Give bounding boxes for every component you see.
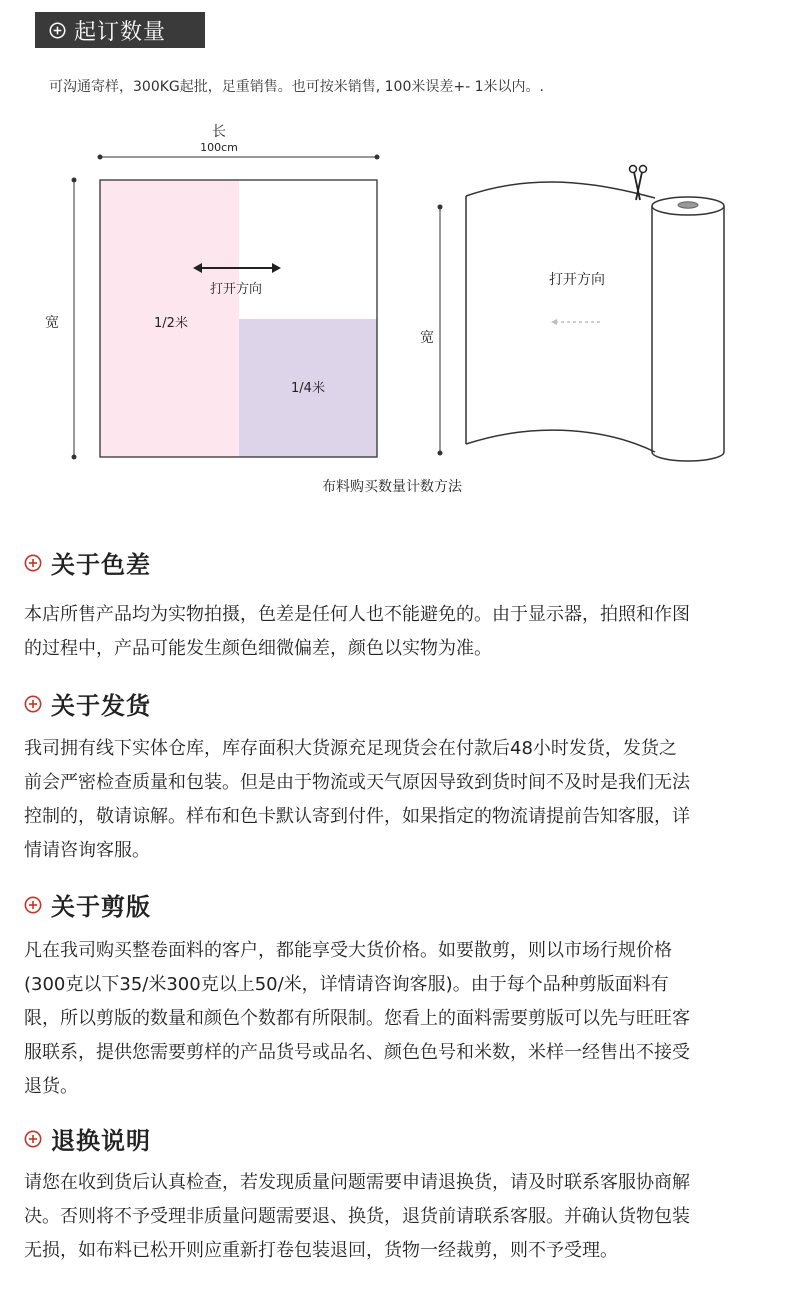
section-title: 关于剪版 bbox=[51, 893, 151, 921]
section-header-returns bbox=[24, 1121, 151, 1156]
body-line: 退货。 bbox=[24, 1076, 78, 1097]
open-direction-label-left: 打开方向 bbox=[209, 282, 263, 297]
plus-circle-icon bbox=[24, 695, 42, 713]
section-body-returns bbox=[24, 1166, 774, 1268]
section-header-color-difference bbox=[24, 545, 151, 580]
section-header-order-quantity bbox=[35, 12, 205, 48]
body-line: 限，所以剪版的数量和颜色个数都有所限制。您看上的面料需要剪版可以先与旺旺客 bbox=[24, 1008, 690, 1029]
diagram-caption: 布料购买数量计数方法 bbox=[322, 479, 462, 495]
faded-arrow-icon bbox=[551, 319, 600, 325]
body-line: 无损，如布料已松开则应重新打卷包装退回，货物一经裁剪，则不予受理。 bbox=[24, 1240, 618, 1261]
plus-circle-icon bbox=[49, 22, 66, 39]
body-line: 请您在收到货后认真检查，若发现质量问题需要申请退换货，请及时联系客服协商解 bbox=[24, 1172, 690, 1193]
section-title: 退换说明 bbox=[51, 1127, 151, 1155]
body-line: 服联系，提供您需要剪样的产品货号或品名、颜色色号和米数，米样一经售出不接受 bbox=[24, 1042, 690, 1063]
plus-circle-icon bbox=[24, 554, 42, 572]
section-title: 关于发货 bbox=[51, 692, 151, 720]
plus-circle-icon bbox=[24, 896, 42, 914]
quarter-meter-label: 1/4米 bbox=[291, 381, 325, 396]
open-direction-label-right: 打开方向 bbox=[549, 272, 605, 288]
section-title: 关于色差 bbox=[51, 551, 151, 579]
section-body-cut-samples bbox=[24, 934, 774, 1104]
fabric-roll-figure bbox=[420, 166, 724, 462]
flat-fabric-figure bbox=[45, 124, 380, 460]
body-line: 本店所售产品均为实物拍摄，色差是任何人也不能避免的。由于显示器，拍照和作图 bbox=[24, 604, 690, 625]
width-label-right: 宽 bbox=[420, 330, 434, 346]
half-meter-label: 1/2米 bbox=[154, 316, 188, 331]
body-line: 的过程中，产品可能发生颜色细微偏差，颜色以实物为准。 bbox=[24, 638, 492, 659]
plus-circle-icon bbox=[24, 1130, 42, 1148]
section-title: 起订数量 bbox=[74, 19, 167, 45]
length-label: 长 bbox=[212, 124, 226, 140]
section-header-shipping bbox=[24, 686, 151, 721]
intro-text: 可沟通寄样，300KG起批，足重销售。也可按米销售, 100米误差+- 1米以内。. bbox=[49, 79, 544, 95]
section-body-shipping bbox=[24, 732, 774, 868]
section-header-cut-samples bbox=[24, 887, 151, 922]
length-value: 100cm bbox=[200, 141, 238, 154]
body-line: 前会严密检查质量和包装。但是由于物流或天气原因导致到货时间不及时是我们无法 bbox=[24, 772, 690, 793]
body-line: 凡在我司购买整卷面料的客户，都能享受大货价格。如要散剪，则以市场行规价格 bbox=[24, 940, 672, 961]
fabric-measure-diagram bbox=[0, 110, 790, 505]
body-line: 我司拥有线下实体仓库，库存面积大货源充足现货会在付款后48小时发货，发货之 bbox=[24, 738, 677, 759]
body-line: 决。否则将不予受理非质量问题需要退、换货，退货前请联系客服。并确认货物包装 bbox=[24, 1206, 690, 1227]
width-label-left: 宽 bbox=[45, 315, 59, 331]
section-body-color-difference bbox=[24, 598, 774, 666]
body-line: (300克以下35/米300克以上50/米，详情请咨询客服)。由于每个品种剪版面料有 bbox=[24, 974, 669, 995]
body-line: 情请咨询客服。 bbox=[24, 840, 150, 861]
body-line: 控制的，敬请谅解。样布和色卡默认寄到付件，如果指定的物流请提前告知客服，详 bbox=[24, 806, 690, 827]
